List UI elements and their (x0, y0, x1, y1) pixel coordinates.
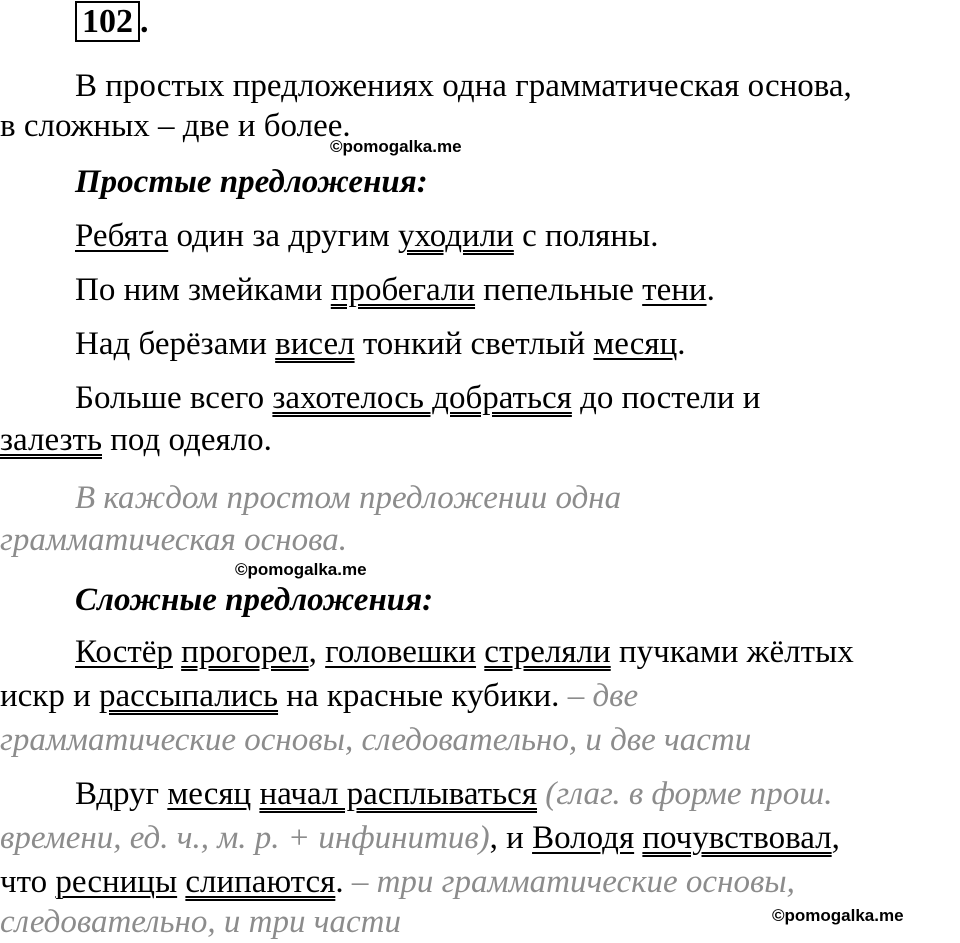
complex-sentence-2-line-3 (0, 862, 795, 902)
simple-sentence-2 (75, 270, 715, 310)
text: Над берёзами (75, 326, 276, 362)
text: под одеяло. (102, 422, 272, 458)
exercise-number (75, 2, 149, 42)
predicate: рассыпались (99, 678, 279, 714)
text: с поляны. (513, 218, 659, 254)
predicate: висел (275, 326, 355, 362)
simple-note-line-2: грамматическая основа. (0, 522, 347, 558)
watermark: ©pomogalka.me (772, 906, 904, 925)
subject: головешки (325, 634, 477, 670)
predicate: слипаются (185, 864, 336, 900)
subject: месяц (167, 776, 252, 812)
intro-line-2: в сложных – две и более. (0, 108, 351, 144)
complex-sentence-1-line-2 (0, 676, 638, 716)
text: пучками жёлтых (610, 634, 854, 670)
subject: Ребята (75, 218, 169, 254)
text: , (831, 820, 840, 856)
exercise-number-box: 102 (75, 1, 140, 42)
simple-sentence-4-line-1 (75, 378, 760, 418)
text: , (308, 634, 326, 670)
note: времени, ед. ч., м. р. + инфинитив) (0, 820, 490, 856)
complex-sentence-2-line-2 (0, 818, 840, 858)
text: По ним змейками (75, 272, 331, 308)
text: на красные кубики. (278, 678, 568, 714)
text: . (335, 864, 352, 900)
subject: ресницы (55, 864, 178, 900)
text: . (677, 326, 686, 362)
predicate: уходили (397, 218, 514, 254)
text: тонкий светлый (354, 326, 594, 362)
text: один за другим (168, 218, 398, 254)
watermark: ©pomogalka.me (235, 560, 367, 579)
text: Вдруг (75, 776, 168, 812)
subject: Володя (532, 820, 635, 856)
text: до постели и (571, 380, 761, 416)
complex-sentence-1-line-1 (75, 632, 854, 672)
simple-sentence-4-line-2 (0, 420, 272, 460)
predicate: почувствовал (642, 820, 832, 856)
text: искр и (0, 678, 99, 714)
complex-heading: Сложные предложения: (75, 582, 434, 618)
simple-sentence-3 (75, 324, 686, 364)
predicate: захотелось добраться (272, 380, 572, 416)
complex-sentence-2-note: следовательно, и три части (0, 904, 401, 940)
text (173, 634, 181, 670)
intro-line-1: В простых предложениях одна грамматическая основа, (75, 68, 852, 104)
predicate: стреляли (484, 634, 611, 670)
simple-note-line-1: В каждом простом предложении одна (75, 480, 622, 516)
text: что (0, 864, 56, 900)
simple-heading: Простые предложения: (75, 164, 428, 200)
predicate: прогорел (181, 634, 309, 670)
note: – три грамматические основы, (351, 864, 795, 900)
text: . (706, 272, 715, 308)
note: – две (567, 678, 639, 714)
predicate: пробегали (330, 272, 476, 308)
predicate: начал расплываться (259, 776, 538, 812)
subject: Костёр (75, 634, 173, 670)
subject: месяц (593, 326, 678, 362)
text: Больше всего (75, 380, 273, 416)
predicate: залезть (0, 422, 102, 458)
note: (глаг. в форме прош. (545, 776, 833, 812)
complex-sentence-1-note: грамматические основы, следовательно, и две части (0, 722, 752, 758)
watermark: ©pomogalka.me (330, 137, 462, 156)
simple-sentence-1 (75, 216, 658, 256)
text: , и (489, 820, 533, 856)
subject: тени (642, 272, 707, 308)
complex-sentence-2-line-1 (75, 774, 832, 814)
exercise-number-dot: . (140, 3, 149, 40)
text: пепельные (475, 272, 643, 308)
